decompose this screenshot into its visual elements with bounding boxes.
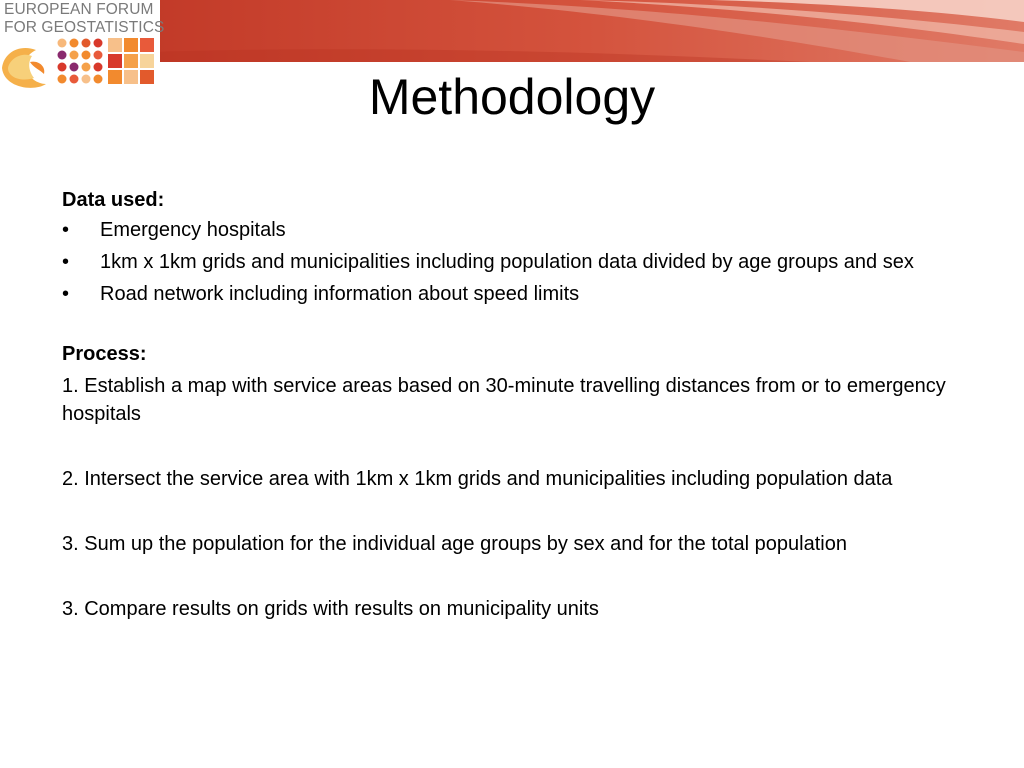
logo-text <box>4 1 164 37</box>
slide-body <box>62 186 972 623</box>
process-step-1: 1. Establish a map with service areas based on 30-minute travelling distances from or to emergency hospitals <box>62 375 946 425</box>
header-banner <box>150 0 1024 62</box>
bullet-icon: • <box>62 219 70 241</box>
process-step-3: 3. Sum up the population for the individual age groups by sex and for the total population <box>62 533 847 555</box>
list-item-text: Road network including information about speed limits <box>100 283 580 305</box>
list-item <box>62 280 972 308</box>
banner-graphic <box>150 0 1024 62</box>
process-heading: Process: <box>62 343 147 365</box>
slide-title: Methodology <box>368 69 656 125</box>
list-item-text: 1km x 1km grids and municipalities including population data divided by age groups and sex <box>100 251 914 273</box>
process-step-4: 3. Compare results on grids with results on municipality units <box>62 598 599 620</box>
logo-line-2: FOR GEOSTATISTICS <box>4 19 165 36</box>
data-used-heading: Data used: <box>62 189 165 211</box>
list-item <box>62 216 972 244</box>
bullet-icon: • <box>62 283 70 305</box>
list-item <box>62 248 972 276</box>
logo-line-1: EUROPEAN FORUM <box>4 1 154 18</box>
data-used-list <box>62 216 972 308</box>
process-step-2: 2. Intersect the service area with 1km x 1km grids and municipalities including population data <box>62 468 893 490</box>
list-item-text: Emergency hospitals <box>100 219 286 241</box>
bullet-icon: • <box>62 251 70 273</box>
